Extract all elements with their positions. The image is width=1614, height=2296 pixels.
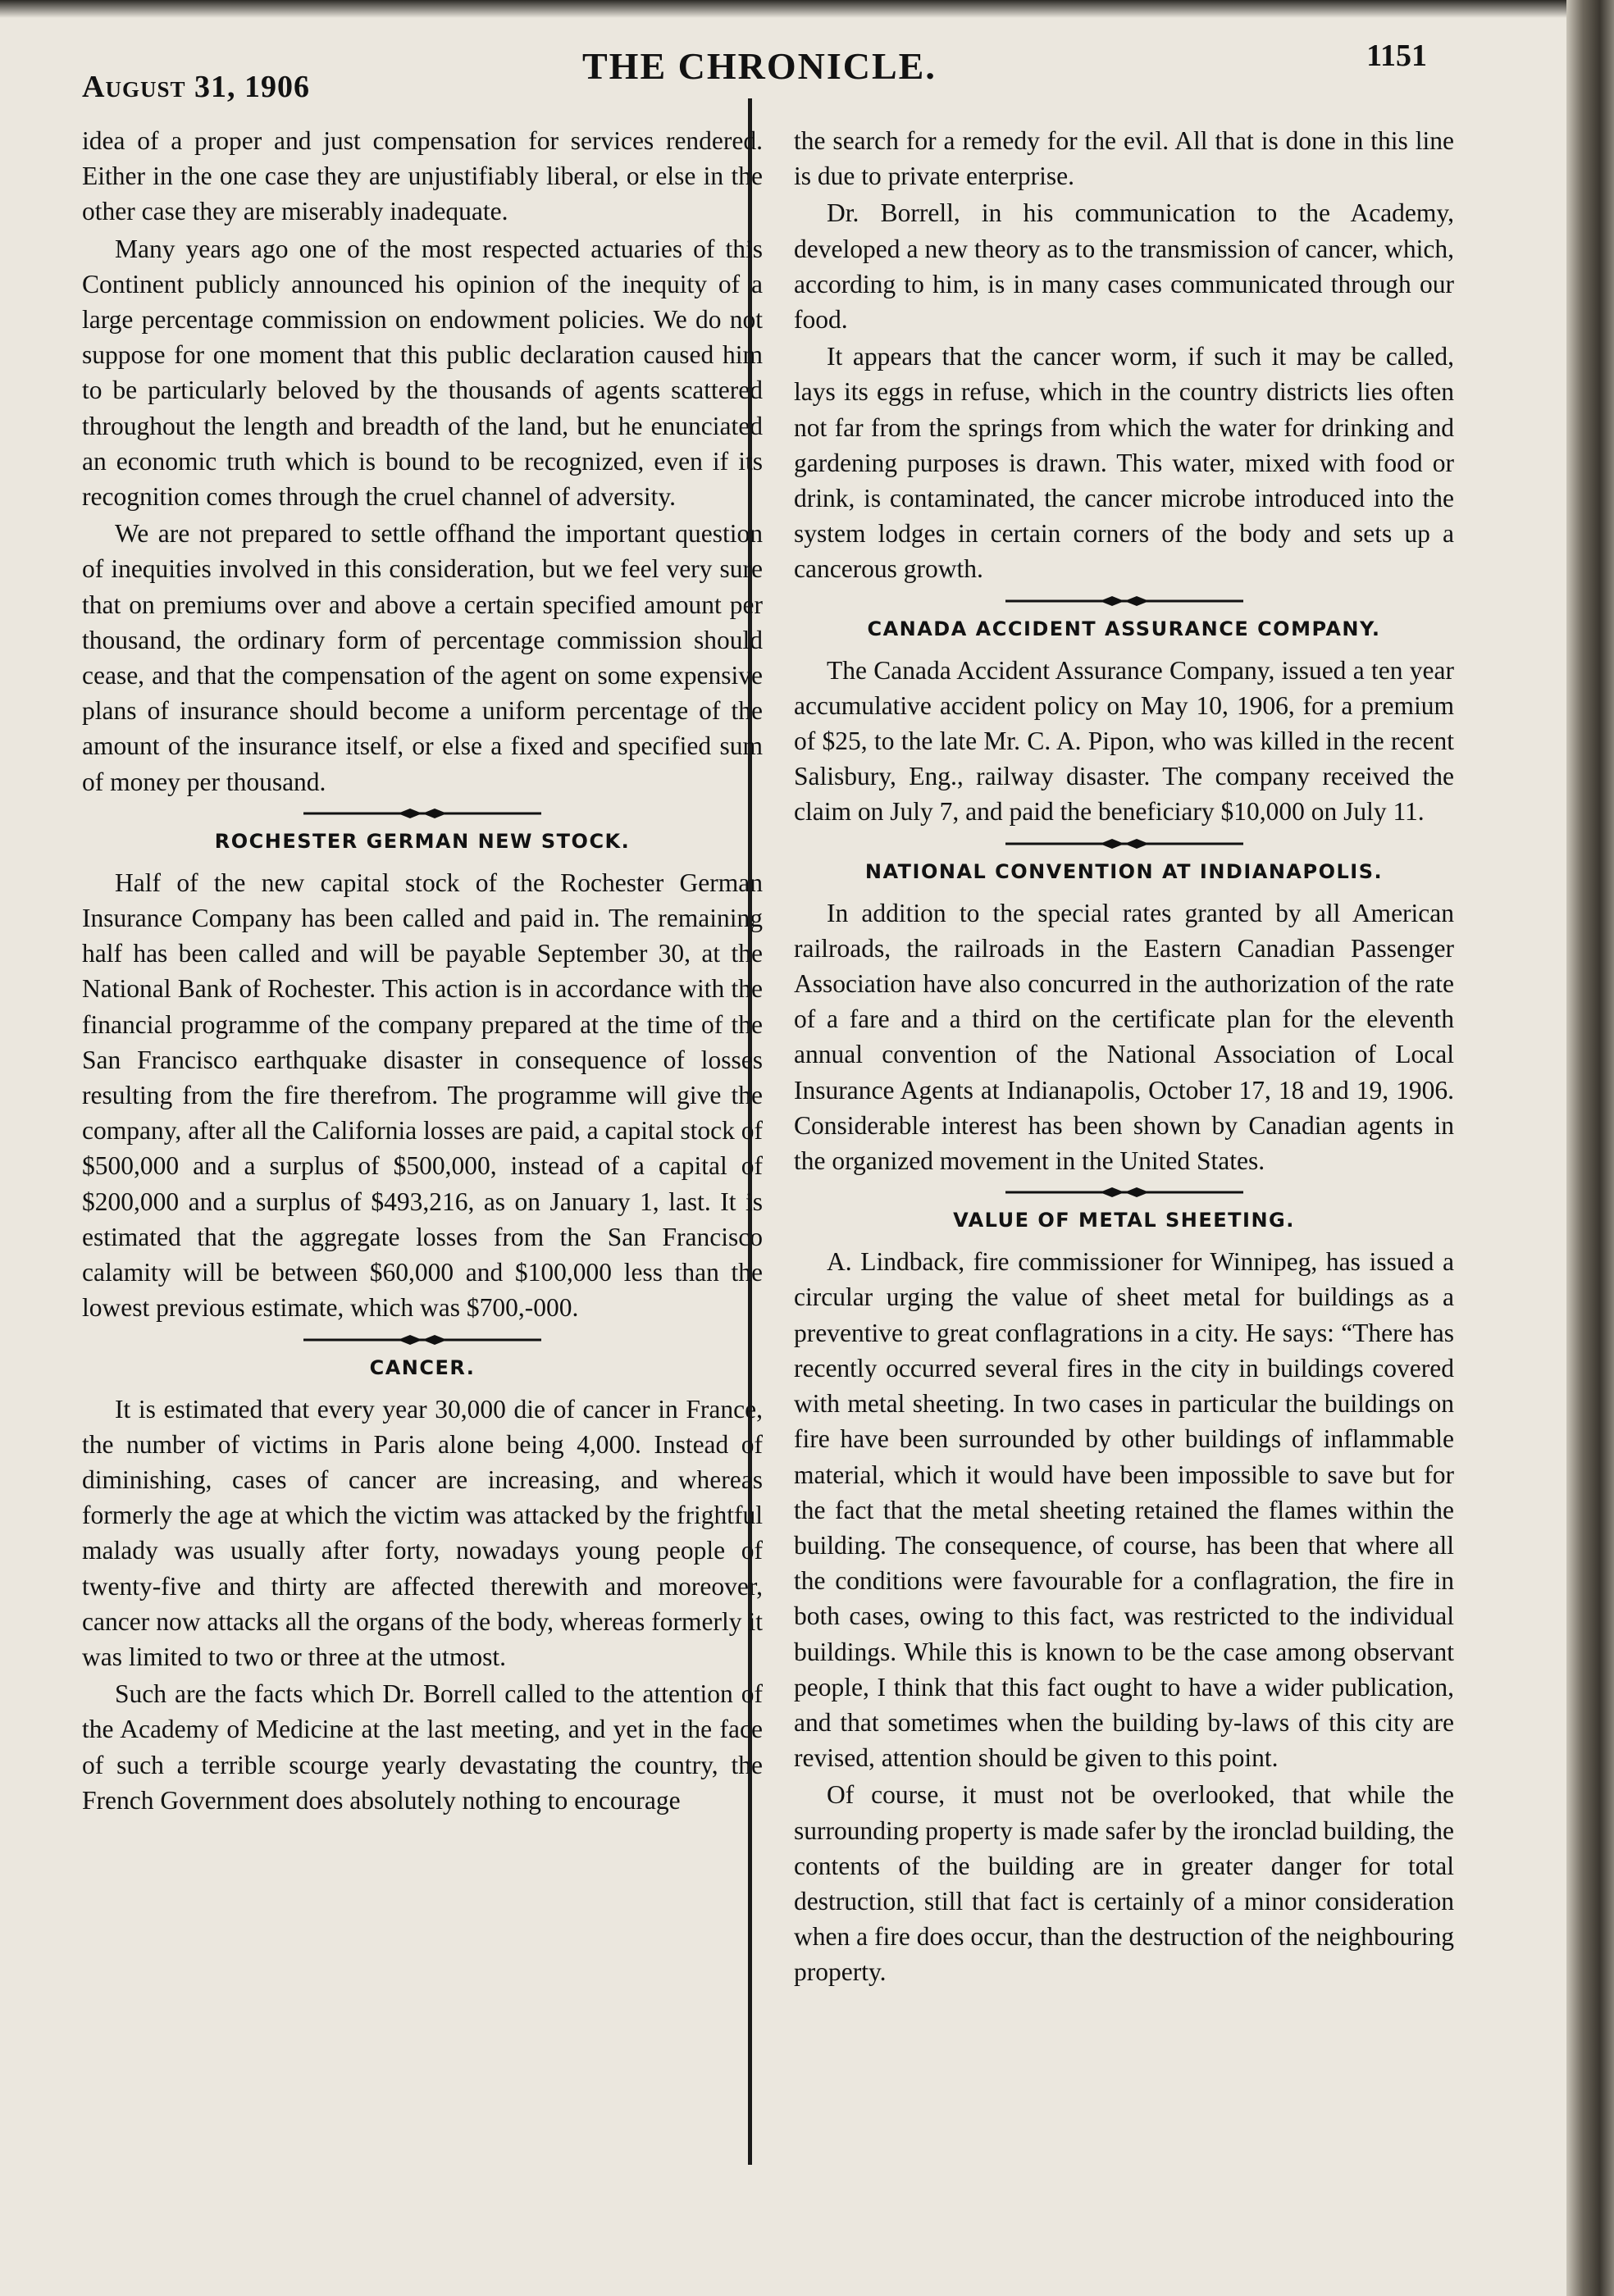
page-binding-edge (1566, 0, 1614, 2296)
section-heading-canada-accident: CANADA ACCIDENT ASSURANCE COMPANY. (867, 617, 1381, 640)
section-ornament (1005, 838, 1243, 850)
paragraph: It appears that the cancer worm, if such it may be called, lays its eggs in refuse, which in the country districts lies often not far from the springs from which the water for drinking and gardening purposes is drawn. This water, mixed with food or drink, is contaminated, the cancer microbe introduced into the system lodges in certain corners of the body and sets up a cancerous growth. (794, 342, 1454, 584)
paragraph: We are not prepared to settle offhand the important question of inequities involved in this consideration, but we feel very sure that on premiums over and above a certain specified amount per thousand, the ordinary form of percentage commission should cease, and that the compensation of the agent on some expensive plans of insurance should become a uniform percentage of the amount of the insurance itself, or else a fixed and specified sum of money per thousand. (82, 519, 763, 796)
paragraph: Of course, it must not be overlooked, that while the surrounding property is made safer by the ironclad building, the contents of the building are in greater danger for total destruction, still that fact is certainly of a minor consideration when a fire does occur, than the destruction of the neighbouring property. (794, 1780, 1454, 1987)
paragraph: idea of a proper and just compensation for services rendered. Either in the one case they are unjustifiably liberal, or else in the other case they are miserably inadequate. (82, 126, 763, 226)
section-ornament (303, 808, 541, 819)
masthead-title: THE CHRONICLE. (582, 45, 937, 87)
paragraph: the search for a remedy for the evil. All that is done in this line is due to private enterprise. (794, 126, 1454, 191)
paragraph: Many years ago one of the most respected actuaries of this Continent publicly announced his opinion of the inequity of a large percentage commission on endowment policies. We do not suppose for one moment that this public declaration caused him to be particularly beloved by the thousands of agents scattered throughout the length and breadth of the land, but he enunciated an economic truth which is bound to be recognized, even if its recognition comes through the cruel channel of adversity. (82, 234, 763, 512)
section-heading-rochester: ROCHESTER GERMAN NEW STOCK. (214, 829, 631, 853)
paragraph: Such are the facts which Dr. Borrell called to the attention of the Academy of Medicine at the last meeting, and yet in the face of such a terrible scourge yearly devastating the country, the French Government does absolutely nothing to encourage (82, 1679, 763, 1815)
section-ornament (1005, 595, 1243, 607)
running-header (82, 33, 1427, 104)
right-column (794, 123, 1454, 2263)
page-number: 1151 (1366, 39, 1427, 73)
paragraph: Half of the new capital stock of the Rochester German Insurance Company has been called and paid in. The remaining half has been called and will be payable September 30, at the National Bank of Rochester. This action is in accordance with the financial programme of the company prepared at the time of the San Francisco earthquake disaster in consequence of losses resulting from the fire therefrom. The programme will give the company, after all the California losses are paid, a capital stock of $500,000 and a surplus of $500,000, instead of a capital of $200,000 and a surplus of $493,216, as on January 1, last. It is estimated that the aggregate losses from the San Francisco calamity will be between $60,000 and $100,000 less than the lowest previous estimate, which was $700,-000. (82, 868, 763, 1323)
paragraph: A. Lindback, fire commissioner for Winnipeg, has issued a circular urging the value of sheet metal for buildings as a preventive to great conflagrations in a city. He says: “There has recently occurred several fires in the city in buildings covered with metal sheeting. In two cases in particular the buildings on fire have been surrounded by other buildings of inflammable material, which it would have been impossible to save but for the fact that the metal sheeting retained the flames within the building. The consequence, of course, has been that where all the conditions were favourable for a conflagration, the fire in both cases, owing to this fact, was restricted to the individual buildings. While this is known to be the case among observant people, I think that this fact ought to have a wider publication, and that sometimes when the building by-laws of this city are revised, attention should be given to this point. (794, 1247, 1454, 1773)
paragraph: It is estimated that every year 30,000 die of cancer in France, the number of victims in Paris alone being 4,000. Instead of diminishing, cases of cancer are increasing, and whereas formerly the age at which the victim was attacked by the frightful malady was usually after forty, nowadays young people of twenty-five and thirty are affected therewith and moreover, cancer now attacks all the organs of the body, whereas formerly it was limited to two or three at the utmost. (82, 1394, 763, 1671)
paragraph: The Canada Accident Assurance Company, issued a ten year accumulative accident policy on May 10, 1906, for a premium of $25, to the late Mr. C. A. Pipon, who was killed in the recent Salisbury, Eng., railway disaster. The company received the claim on July 7, and paid the beneficiary $10,000 on July 11. (794, 655, 1454, 827)
section-ornament (1005, 1187, 1243, 1198)
issue-date: August 31, 1906 (82, 70, 310, 104)
section-heading-metal-sheeting: VALUE OF METAL SHEETING. (953, 1209, 1295, 1232)
section-heading-cancer: CANCER. (369, 1355, 476, 1379)
section-ornament (303, 1334, 541, 1346)
scan-shadow (0, 0, 1614, 18)
paragraph: In addition to the special rates granted by all American railroads, the railroads in the Eastern Canadian Passenger Association have also concurred in the authorization of the rate of a fare and a third on the certificate plan for the eleventh annual convention of the National Association of Local Insurance Agents at Indianapolis, October 17, 18 and 19, 1906. Considerable interest has been shown by Canadian agents in the organized movement in the United States. (794, 898, 1454, 1176)
section-heading-convention: NATIONAL CONVENTION AT INDIANAPOLIS. (864, 859, 1384, 883)
paragraph: Dr. Borrell, in his communication to the Academy, developed a new theory as to the transmission of cancer, which, according to him, is in many cases communicated through our food. (794, 198, 1454, 335)
left-column (82, 123, 763, 2263)
